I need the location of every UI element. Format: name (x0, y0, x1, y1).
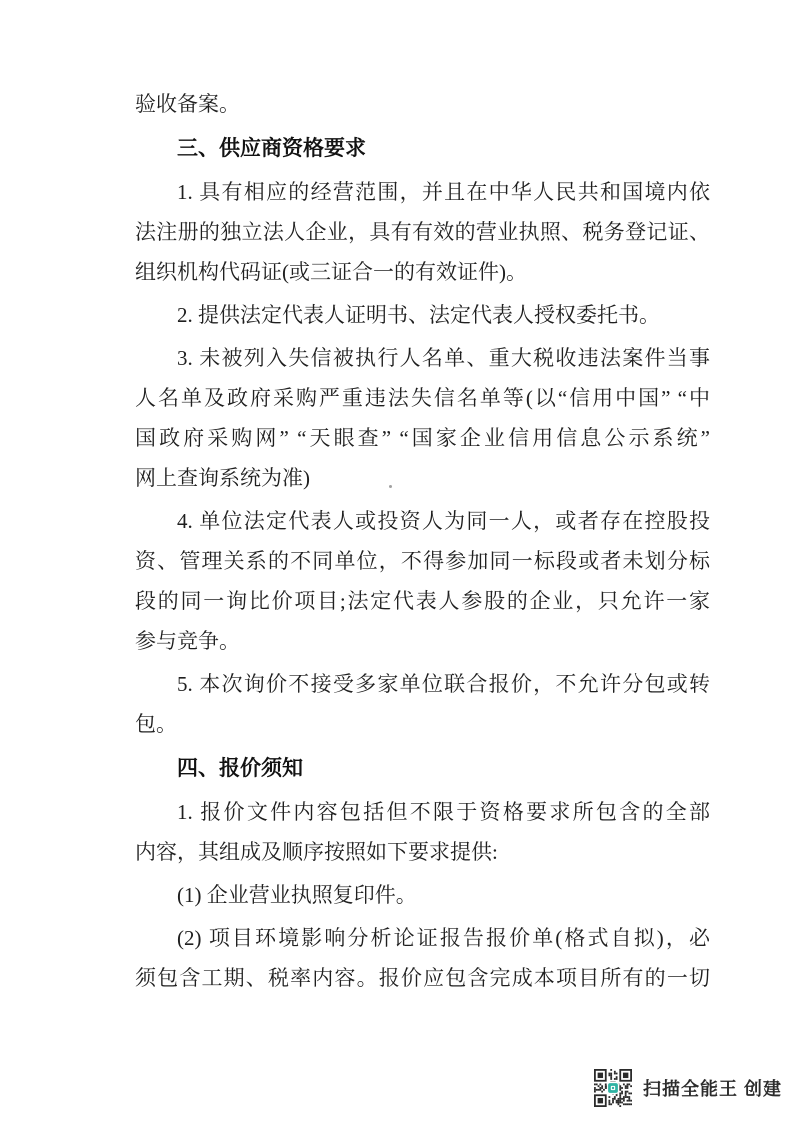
text-line: 须包含工期、税率内容。报价应包含完成本项目所有的一切 (135, 966, 710, 990)
text-line: (2) 项目环境影响分析论证报告报价单(格式自拟)，必 (177, 926, 710, 950)
text-line: 段的同一询比价项目;法定代表人参股的企业，只允许一家 (135, 589, 710, 613)
camscanner-qr-icon (594, 1069, 632, 1107)
scan-artifact-dot (389, 485, 392, 488)
text-line: 资、管理关系的不同单位，不得参加同一标段或者未划分标 (135, 549, 710, 573)
text-line: 5. 本次询价不接受多家单位联合报价，不允许分包或转 (177, 672, 710, 696)
text-line: 参与竞争。 (135, 629, 240, 653)
text-line: 包。 (135, 712, 177, 736)
text-line: 1. 报价文件内容包括但不限于资格要求所包含的全部 (177, 800, 710, 824)
section-heading: 四、报价须知 (177, 757, 303, 780)
text-line: 2. 提供法定代表人证明书、法定代表人授权委托书。 (177, 303, 660, 327)
text-line: 4. 单位法定代表人或投资人为同一人，或者存在控股投 (177, 509, 710, 533)
camscanner-watermark (594, 1069, 782, 1107)
text-line: 内容，其组成及顺序按照如下要求提供: (135, 840, 498, 864)
section-heading: 三、供应商资格要求 (177, 137, 366, 160)
document-body (135, 0, 710, 998)
text-line: (1) 企业营业执照复印件。 (177, 883, 417, 907)
text-line: 3. 未被列入失信被执行人名单、重大税收违法案件当事 (177, 346, 710, 370)
text-line: 网上查询系统为准) (135, 466, 310, 490)
text-line: 组织机构代码证(或三证合一的有效证件)。 (135, 260, 527, 284)
text-line: 国政府采购网” “天眼查” “国家企业信用信息公示系统” (135, 426, 710, 450)
text-line: 法注册的独立法人企业，具有有效的营业执照、税务登记证、 (135, 220, 710, 244)
text-line: 1. 具有相应的经营范围，并且在中华人民共和国境内依 (177, 180, 710, 204)
text-line: 人名单及政府采购严重违法失信名单等(以“信用中国” “中 (135, 386, 710, 410)
text-line: 验收备案。 (135, 92, 240, 116)
watermark-label: 扫描全能王 创建 (643, 1079, 783, 1099)
